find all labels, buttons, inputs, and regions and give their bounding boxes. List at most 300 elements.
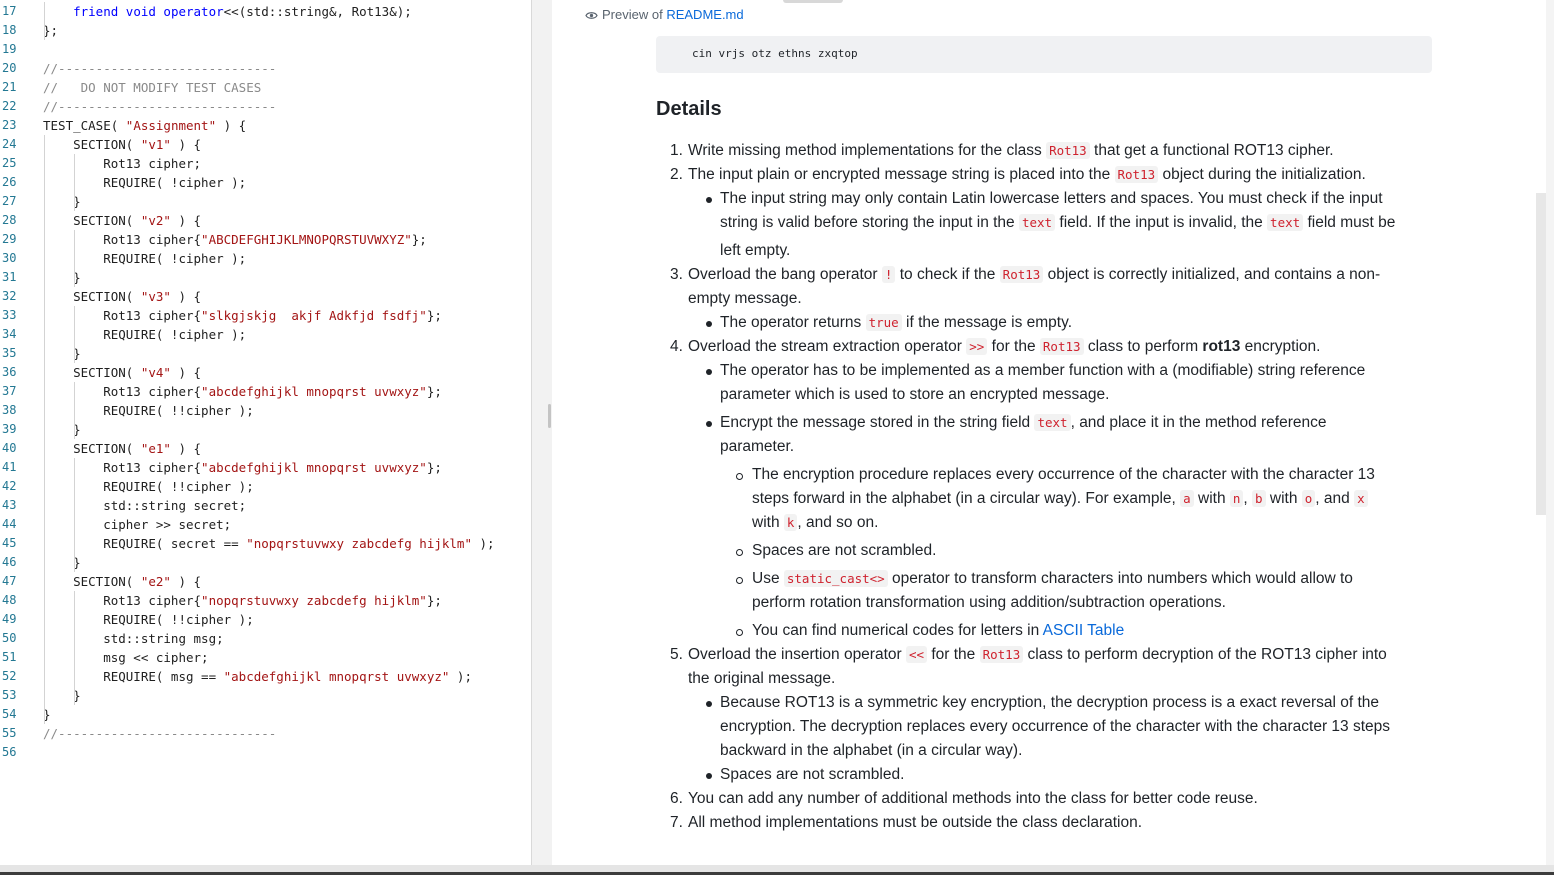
scrollbar-thumb[interactable]	[1536, 193, 1546, 515]
bullet-circle	[736, 549, 743, 556]
text-run: Overload the stream extraction operator	[688, 338, 967, 355]
line-number: 26	[2, 175, 17, 189]
bullet-circle	[736, 577, 743, 584]
code-token: SECTION(	[43, 574, 141, 589]
code-token: SECTION(	[43, 365, 141, 380]
inline-code: n	[1230, 490, 1244, 507]
line-number: 41	[2, 460, 17, 474]
code-text	[43, 534, 495, 553]
inline-code: text	[1267, 214, 1303, 231]
code-token: SECTION(	[43, 213, 141, 228]
code-text	[43, 59, 276, 78]
code-text	[43, 287, 201, 306]
line-number: 44	[2, 517, 17, 531]
bold-text: rot13	[1202, 338, 1241, 355]
inline-code: Rot13	[1040, 338, 1084, 355]
indent-guide	[74, 458, 75, 572]
list-number: 5.	[670, 646, 683, 663]
text-run: with	[1193, 490, 1230, 507]
code-line[interactable]	[0, 135, 531, 154]
text-run: parameter which is used to store an encrypted message.	[720, 386, 1110, 403]
code-line[interactable]	[0, 59, 531, 78]
splitter-handle[interactable]	[548, 404, 551, 428]
code-line[interactable]	[0, 78, 531, 97]
line-number: 43	[2, 498, 17, 512]
line-number: 53	[2, 688, 17, 702]
code-line[interactable]	[0, 306, 531, 325]
code-token: }	[43, 194, 81, 209]
bullet-disc	[706, 421, 712, 427]
text-run: Spaces are not scrambled.	[720, 766, 905, 783]
code-line[interactable]	[0, 648, 531, 667]
line-number: 33	[2, 308, 17, 322]
code-line[interactable]	[0, 743, 531, 762]
line-number: 56	[2, 745, 17, 759]
text-run: operator to transform characters into numbers which would allow to	[887, 570, 1353, 587]
code-token: }	[43, 688, 81, 703]
string-literal: "v3"	[140, 289, 171, 304]
line-number: 22	[2, 99, 17, 113]
ascii-table-link[interactable]: ASCII Table	[1042, 622, 1125, 639]
line-number: 46	[2, 555, 17, 569]
inline-code: k	[784, 514, 798, 531]
code-text	[43, 629, 224, 648]
details-line	[670, 811, 1143, 835]
text-run: perform rotation transformation using addition/subtraction operations.	[752, 594, 1226, 611]
details-line	[720, 359, 1365, 383]
line-number: 27	[2, 194, 17, 208]
code-token: ) {	[170, 289, 202, 304]
code-token: std::string secret;	[43, 498, 247, 513]
string-literal: "Assignment"	[125, 118, 217, 133]
details-line	[752, 539, 936, 563]
code-line[interactable]	[0, 382, 531, 401]
line-number: 30	[2, 251, 17, 265]
code-token: }	[43, 422, 81, 437]
code-line[interactable]	[0, 458, 531, 477]
code-text	[43, 439, 201, 458]
scrollbar-track[interactable]	[1546, 0, 1554, 865]
line-number: 23	[2, 118, 17, 132]
code-line[interactable]	[0, 268, 531, 287]
inline-code: text	[1034, 414, 1070, 431]
string-literal: "slkgjskjg akjf Adkfjd fsdfj"	[201, 308, 427, 323]
preview-header-prefix: Preview of	[602, 7, 663, 22]
code-token: }	[43, 346, 81, 361]
markdown-preview	[553, 0, 1546, 865]
preview-header	[585, 6, 744, 24]
details-line	[720, 763, 904, 787]
list-number: 2.	[670, 166, 683, 183]
line-number: 34	[2, 327, 17, 341]
details-line	[720, 691, 1379, 715]
code-token: Rot13 cipher{	[43, 460, 202, 475]
inline-code: Rot13	[980, 646, 1024, 663]
line-number: 31	[2, 270, 17, 284]
tab-shadow	[783, 0, 843, 3]
code-line[interactable]	[0, 496, 531, 515]
text-run: with	[752, 514, 784, 531]
code-text	[43, 363, 201, 382]
text-run: The encryption procedure replaces every occurrence of the character with the character 13	[752, 466, 1375, 483]
text-run: All method implementations must be outside the class declaration.	[688, 814, 1143, 831]
line-number: 40	[2, 441, 17, 455]
text-run: Spaces are not scrambled.	[752, 542, 937, 559]
code-text	[43, 724, 276, 743]
code-text	[43, 648, 209, 667]
code-token: REQUIRE( !cipher );	[43, 175, 247, 190]
code-token: ) {	[170, 137, 202, 152]
inline-code: Rot13	[1000, 266, 1044, 283]
code-text	[43, 97, 276, 116]
code-token: };	[43, 23, 59, 38]
code-line[interactable]	[0, 401, 531, 420]
code-token: );	[449, 669, 472, 684]
bullet-disc	[706, 369, 712, 375]
indent-guide	[44, 2, 45, 40]
bullet-disc	[706, 773, 712, 779]
code-line[interactable]	[0, 686, 531, 705]
text-run: , and place it in the method reference	[1070, 414, 1327, 431]
code-line[interactable]	[0, 211, 531, 230]
text-run: , and so on.	[797, 514, 879, 531]
inline-code: true	[866, 314, 902, 331]
line-number: 20	[2, 61, 17, 75]
text-run: to check if the	[895, 266, 1000, 283]
code-token: SECTION(	[43, 441, 141, 456]
list-number: 6.	[670, 790, 683, 807]
line-number: 47	[2, 574, 17, 588]
text-run: steps forward in the alphabet (in a circular way). For example,	[752, 490, 1181, 507]
code-line[interactable]	[0, 173, 531, 192]
list-number: 3.	[670, 266, 683, 283]
string-literal: "abcdefghijkl mnopqrst uvwxyz"	[201, 460, 427, 475]
line-number: 51	[2, 650, 17, 664]
code-line[interactable]	[0, 515, 531, 534]
line-number: 48	[2, 593, 17, 607]
text-run: Use	[752, 570, 784, 587]
line-number: 17	[2, 4, 17, 18]
code-token: REQUIRE( !!cipher );	[43, 479, 254, 494]
text-run: Encrypt the message stored in the string field	[720, 414, 1035, 431]
line-number: 32	[2, 289, 17, 303]
details-line	[720, 715, 1390, 739]
text-run: if the message is empty.	[901, 314, 1072, 331]
code-line[interactable]	[0, 287, 531, 306]
inline-code: b	[1252, 490, 1266, 507]
code-token: REQUIRE( !cipher );	[43, 327, 247, 342]
code-line[interactable]	[0, 21, 531, 40]
text-run: You can find numerical codes for letters in	[752, 622, 1043, 639]
details-line	[670, 163, 1366, 187]
code-token: }	[43, 555, 81, 570]
details-line	[720, 739, 1022, 763]
text-run: Because ROT13 is a symmetric key encryption, the decryption process is a exact reversal of the	[720, 694, 1380, 711]
code-token: Rot13 cipher{	[43, 308, 202, 323]
text-run: , and	[1315, 490, 1355, 507]
code-line[interactable]	[0, 97, 531, 116]
details-line	[688, 667, 835, 691]
list-number: 1.	[670, 142, 683, 159]
text-run: left empty.	[720, 242, 791, 259]
line-number: 25	[2, 156, 17, 170]
code-text	[43, 230, 427, 249]
line-number: 36	[2, 365, 17, 379]
inline-code: >>	[966, 338, 987, 355]
inline-code: Rot13	[1046, 142, 1090, 159]
details-line	[720, 187, 1383, 211]
bullet-circle	[736, 629, 743, 636]
code-line[interactable]	[0, 249, 531, 268]
code-text	[43, 382, 442, 401]
bullet-disc	[706, 321, 712, 327]
line-number: 39	[2, 422, 17, 436]
details-line	[752, 511, 878, 535]
text-run: that get a functional ROT13 cipher.	[1089, 142, 1334, 159]
details-line	[752, 591, 1226, 615]
text-run: object during the initialization.	[1158, 166, 1366, 183]
code-token: Rot13 cipher{	[43, 232, 202, 247]
code-editor[interactable]	[0, 0, 532, 865]
code-text	[43, 78, 261, 97]
bullet-circle	[736, 473, 743, 480]
details-line	[670, 139, 1334, 163]
line-number: 18	[2, 23, 17, 37]
code-line[interactable]	[0, 325, 531, 344]
text-run: Overload the bang operator	[688, 266, 882, 283]
code-token: TEST_CASE(	[43, 118, 126, 133]
string-literal: "e1"	[140, 441, 171, 456]
string-literal: "v4"	[140, 365, 171, 380]
line-number: 28	[2, 213, 17, 227]
details-line	[670, 787, 1258, 811]
text-run: ,	[1243, 490, 1253, 507]
code-line[interactable]	[0, 154, 531, 173]
code-text	[43, 458, 442, 477]
text-run: for the	[927, 646, 980, 663]
code-line[interactable]	[0, 705, 531, 724]
text-run: parameter.	[720, 438, 795, 455]
code-token: ) {	[170, 213, 202, 228]
code-token: REQUIRE( !!cipher );	[43, 612, 254, 627]
code-line[interactable]	[0, 667, 531, 686]
code-line[interactable]	[0, 610, 531, 629]
inline-code: a	[1180, 490, 1194, 507]
code-line[interactable]	[0, 572, 531, 591]
text-run: string is valid before storing the input in the	[720, 214, 1019, 231]
code-line[interactable]	[0, 192, 531, 211]
details-line	[752, 567, 1353, 591]
string-literal: "nopqrstuvwxy zabcdefg hijklm"	[246, 536, 472, 551]
code-token: REQUIRE( secret ==	[43, 536, 247, 551]
pane-splitter[interactable]	[532, 0, 552, 865]
code-line[interactable]	[0, 724, 531, 743]
list-number: 4.	[670, 338, 683, 355]
code-token: ) {	[216, 118, 247, 133]
code-token: ) {	[170, 574, 202, 589]
code-token: SECTION(	[43, 289, 141, 304]
indent-guide	[74, 306, 75, 363]
line-number: 38	[2, 403, 17, 417]
bullet-disc	[706, 197, 712, 203]
code-token: };	[426, 384, 442, 399]
details-line	[752, 463, 1375, 487]
details-line	[720, 239, 790, 263]
line-number: 50	[2, 631, 17, 645]
code-token: };	[411, 232, 427, 247]
inline-code: Rot13	[1115, 166, 1159, 183]
details-heading: Details	[656, 98, 722, 120]
code-block-text: cin vrjs otz ethns zxqtop	[692, 47, 858, 60]
code-token: };	[426, 308, 442, 323]
code-line[interactable]	[0, 420, 531, 439]
code-token: Rot13 cipher{	[43, 384, 202, 399]
eye-icon	[585, 8, 598, 26]
indent-guide	[74, 154, 75, 211]
line-number: 29	[2, 232, 17, 246]
string-literal: "nopqrstuvwxy zabcdefg hijklm"	[201, 593, 427, 608]
inline-code: !	[882, 266, 896, 283]
code-line[interactable]	[0, 2, 531, 21]
code-line[interactable]	[0, 40, 531, 59]
code-line[interactable]	[0, 116, 531, 135]
string-literal: "e2"	[140, 574, 171, 589]
code-text	[43, 116, 246, 135]
code-line[interactable]	[0, 230, 531, 249]
details-line	[720, 311, 1072, 335]
code-text	[43, 154, 201, 173]
details-line	[720, 383, 1109, 407]
details-line	[752, 619, 1124, 643]
details-line	[670, 335, 1321, 359]
text-run: You can add any number of additional methods into the class for better code reuse.	[688, 790, 1258, 807]
code-token: );	[471, 536, 495, 551]
code-token: REQUIRE( !cipher );	[43, 251, 247, 266]
line-number: 35	[2, 346, 17, 360]
details-line	[720, 411, 1327, 435]
keyword: friend void	[73, 4, 164, 19]
bullet-disc	[706, 701, 712, 707]
code-line[interactable]	[0, 344, 531, 363]
code-text	[43, 21, 58, 40]
details-line	[670, 643, 1387, 667]
code-line[interactable]	[0, 363, 531, 382]
line-number: 24	[2, 137, 17, 151]
line-number: 37	[2, 384, 17, 398]
text-run: The input plain or encrypted message string is placed into the	[688, 166, 1115, 183]
line-number: 54	[2, 707, 17, 721]
text-run: empty message.	[688, 290, 802, 307]
text-run: the original message.	[688, 670, 836, 687]
comment: //-----------------------------	[43, 99, 277, 114]
code-token: cipher >> secret;	[43, 517, 232, 532]
indent-guide	[74, 591, 75, 705]
text-run: with	[1265, 490, 1302, 507]
details-line	[720, 211, 1395, 235]
code-token: REQUIRE( !!cipher );	[43, 403, 254, 418]
text-run: The operator returns	[720, 314, 866, 331]
code-token: }	[43, 270, 81, 285]
code-line[interactable]	[0, 534, 531, 553]
code-line[interactable]	[0, 439, 531, 458]
code-line[interactable]	[0, 629, 531, 648]
text-run: for the	[987, 338, 1040, 355]
comment: // DO NOT MODIFY TEST CASES	[43, 80, 262, 95]
string-literal: "abcdefghijkl mnopqrst uvwxyz"	[201, 384, 427, 399]
text-run: object is correctly initialized, and contains a non-	[1043, 266, 1381, 283]
text-run: encryption. The decryption replaces every occurrence of the character with the character 13 steps	[720, 718, 1391, 735]
string-literal: "ABCDEFGHIJKLMNOPQRSTUVWXYZ"	[201, 232, 412, 247]
list-number: 7.	[670, 814, 683, 831]
code-token: SECTION(	[43, 137, 141, 152]
details-line	[688, 287, 802, 311]
code-text	[43, 2, 412, 21]
code-token: }	[43, 707, 51, 722]
code-line[interactable]	[0, 553, 531, 572]
text-run: encryption.	[1240, 338, 1321, 355]
indent-guide	[74, 230, 75, 287]
code-block	[656, 36, 1432, 73]
code-token: Rot13 cipher;	[43, 156, 202, 171]
line-number: 42	[2, 479, 17, 493]
code-token: ) {	[170, 365, 202, 380]
code-line[interactable]	[0, 591, 531, 610]
code-token: REQUIRE( msg ==	[43, 669, 224, 684]
line-number: 21	[2, 80, 17, 94]
inline-code: <<	[906, 646, 927, 663]
text-run: The input string may only contain Latin lowercase letters and spaces. You must check if the input	[720, 190, 1383, 207]
code-text	[43, 306, 442, 325]
inline-code: text	[1019, 214, 1055, 231]
text-run: field must be	[1303, 214, 1396, 231]
details-line	[752, 487, 1368, 511]
code-text	[43, 572, 201, 591]
text-run: class to perform	[1083, 338, 1203, 355]
details-line	[670, 263, 1381, 287]
comment: //-----------------------------	[43, 726, 277, 741]
indent-guide	[74, 382, 75, 439]
code-token: };	[426, 593, 442, 608]
inline-code: static_cast<>	[784, 570, 888, 587]
details-line	[720, 435, 794, 459]
line-number: 55	[2, 726, 17, 740]
code-token: Rot13 cipher{	[43, 593, 202, 608]
text-run: Overload the insertion operator	[688, 646, 906, 663]
text-run: backward in the alphabet (in a circular way).	[720, 742, 1023, 759]
string-literal: "abcdefghijkl mnopqrst uvwxyz"	[223, 669, 450, 684]
line-number: 45	[2, 536, 17, 550]
code-token: };	[426, 460, 442, 475]
code-text	[43, 667, 472, 686]
code-text	[43, 591, 442, 610]
line-number: 19	[2, 42, 17, 56]
code-text	[43, 211, 201, 230]
code-token	[43, 4, 73, 19]
text-run: field. If the input is invalid, the	[1055, 214, 1268, 231]
code-token: <<(std::string&, Rot13&);	[223, 4, 412, 19]
code-text	[43, 135, 201, 154]
indent-guide	[44, 135, 45, 724]
code-token: std::string msg;	[43, 631, 224, 646]
preview-file-link[interactable]: README.md	[666, 7, 744, 22]
line-number: 49	[2, 612, 17, 626]
text-run: The operator has to be implemented as a member function with a (modifiable) string reference	[720, 362, 1366, 379]
code-line[interactable]	[0, 477, 531, 496]
code-text	[43, 515, 231, 534]
inline-code: o	[1302, 490, 1316, 507]
inline-code: x	[1354, 490, 1368, 507]
keyword: operator	[163, 4, 224, 19]
